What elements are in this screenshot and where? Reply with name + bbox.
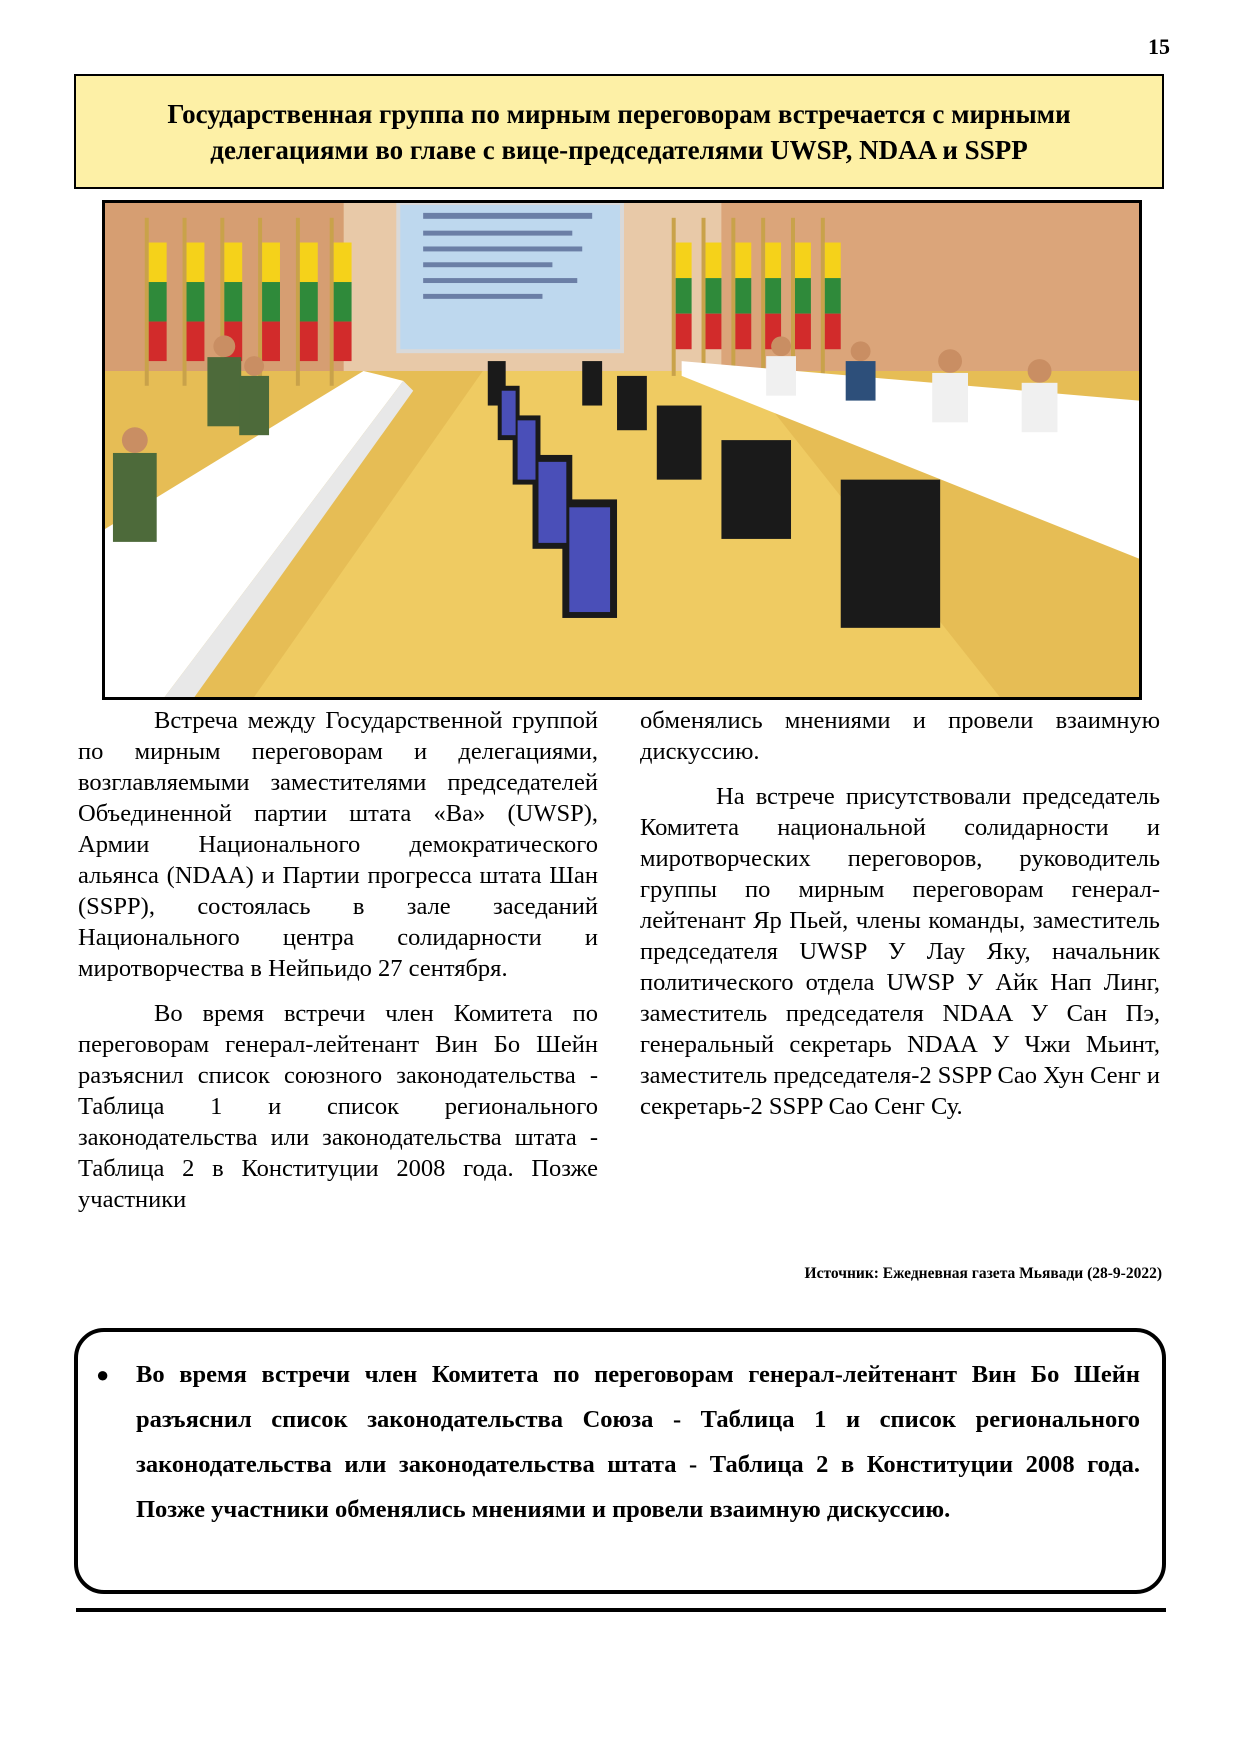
summary-text: Во время встречи член Комитета по переговорам генерал-лейтенант Вин Бо Шейн разъяснил список законодательства Союза - Таблица 1 и список регионального законодательства или законодательства штата - Таблица 2 в Конституции 2008 года. Позже участники обменялись мнениями и провели взаимную дискуссию. bbox=[136, 1361, 1140, 1523]
meeting-photo-illustration bbox=[105, 203, 1139, 697]
article-right-column bbox=[640, 705, 1160, 1136]
summary-box bbox=[74, 1328, 1166, 1594]
article-paragraph: Во время встречи член Комитета по переговорам генерал-лейтенант Вин Бо Шейн разъяснил список союзного законодательства - Таблица 1 и список регионального законодательства или законодательства штата - Таблица 2 в Конституции 2008 года. Позже участники bbox=[78, 1000, 598, 1213]
article-title: Государственная группа по мирным переговорам встречается с мирными делегациями во главе с вице-председателями UWSP, NDAA и SSPP bbox=[167, 98, 1071, 165]
article-source: Источник: Ежедневная газета Мьявади (28-9-2022) bbox=[804, 1265, 1162, 1282]
summary-list bbox=[96, 1352, 1140, 1532]
page-number: 15 bbox=[1148, 34, 1170, 59]
article-paragraph: На встрече присутствовали председатель Комитета национальной солидарности и миротворческих переговоров, руководитель группы по мирным переговорам генерал-лейтенант Яр Пьей, члены команды, заместитель председателя UWSP У Лау Яку, начальник политического отдела UWSP У Айк Нап Линг, заместитель председателя NDAA У Сан Пэ, генеральный секретарь NDAA У Чжи Мьинт, заместитель председателя-2 SSPP Сао Хун Сенг и секретарь-2 SSPP Сао Сенг Су. bbox=[640, 783, 1161, 1120]
summary-item bbox=[96, 1352, 1140, 1532]
bottom-rule bbox=[76, 1608, 1166, 1612]
article-left-column bbox=[78, 705, 598, 1229]
article-paragraph: Встреча между Государственной группой по мирным переговорам и делегациями, возглавляемыми заместителями председателей Объединенной партии штата «Ва» (UWSP), Армии Национального демократического альянса (NDAA) и Партии прогресса штата Шан (SSPP), состоялась в зале заседаний Национального центра солидарности и миротворчества в Нейпьидо 27 сентября. bbox=[78, 707, 598, 982]
bullet-icon: ● bbox=[96, 1362, 110, 1387]
article-title-box bbox=[74, 74, 1164, 189]
meeting-photo bbox=[102, 200, 1142, 700]
article-paragraph: обменялись мнениями и провели взаимную дискуссию. bbox=[640, 707, 1160, 765]
